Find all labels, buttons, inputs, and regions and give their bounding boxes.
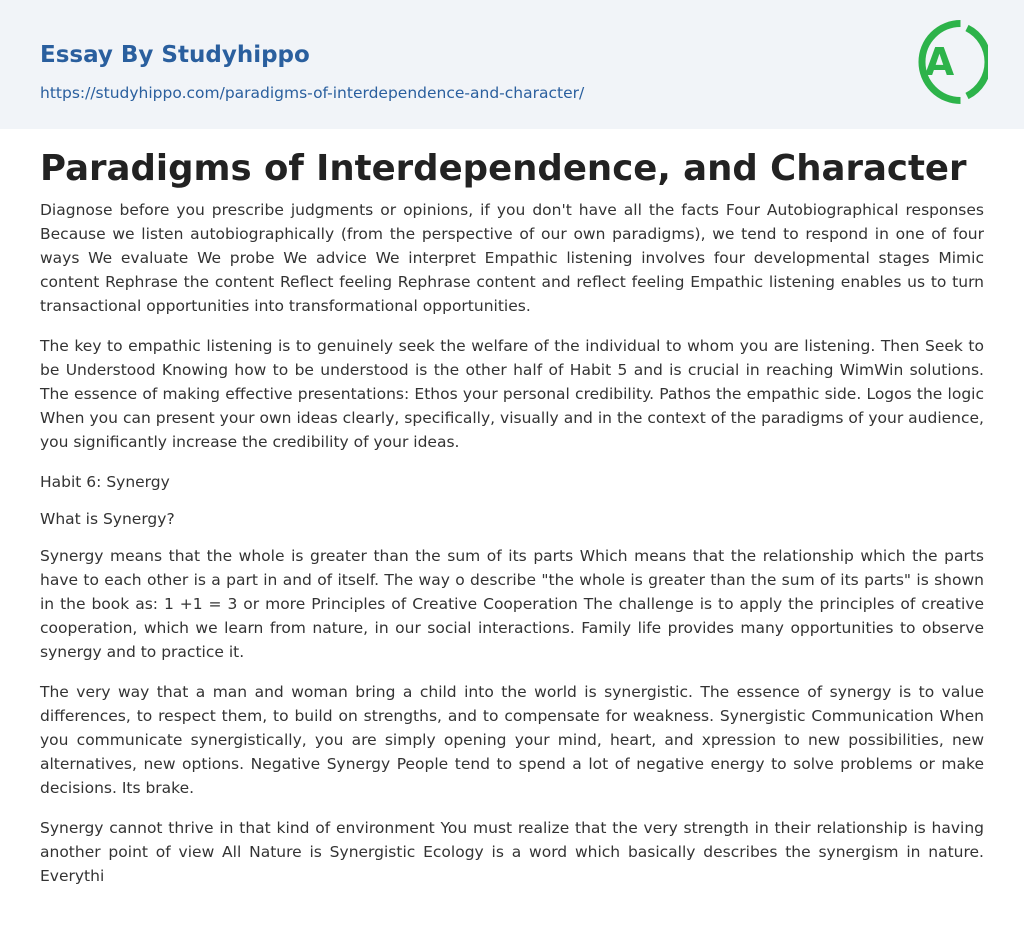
section-subheading: What is Synergy? — [40, 510, 175, 528]
logo-letter: A — [924, 40, 955, 84]
studyhippo-logo-icon[interactable] — [910, 18, 988, 106]
article-paragraph: Synergy cannot thrive in that kind of environment You must realize that the very strength in their relationship is having another point of view All Nature is Synergistic Ecology is a word which basically describes the synergism in nature. Everythi — [40, 819, 984, 885]
article-paragraph: Diagnose before you prescribe judgments or opinions, if you don't have all the facts Four Autobiographical responses Because we listen autobiographically (from the perspective of our own paradigms), we tend to respond in one of four ways We evaluate We probe We advice We interpret Empathic listening involves four developmental stages Mimic content Rephrase the content Reflect feeling Rephrase content and reflect feeling Empathic listening enables us to turn transactional opportunities into transformational opportunities. — [40, 201, 984, 315]
article-paragraph: The key to empathic listening is to genuinely seek the welfare of the individual to whom you are listening. Then Seek to be Understood Knowing how to be understood is the other half of Habit 5 and is crucial in reaching WimWin solutions. The essence of making effective presentations: Ethos your personal credibility. Pathos the empathic side. Logos the logic When you can present your own ideas clearly, specifically, visually and in the context of the paradigms of your audience, you significantly increase the credibility of your ideas. — [40, 337, 984, 451]
article-body — [0, 129, 1024, 888]
article-title: Paradigms of Interdependence, and Character — [40, 148, 967, 189]
site-header — [0, 0, 1024, 129]
article-paragraph: The very way that a man and woman bring a child into the world is synergistic. The essence of synergy is to value differences, to respect them, to build on strengths, and to compensate for weakness. Synergistic Communication When you communicate synergistically, you are simply opening your mind, heart, and xpression to new possibilities, new alternatives, new options. Negative Synergy People tend to spend a lot of negative energy to solve problems or make decisions. Its brake. — [40, 683, 984, 797]
article-paragraph: Synergy means that the whole is greater than the sum of its parts Which means that the relationship which the parts have to each other is a part in and of itself. The way o describe "the whole is greater than the sum of its parts" is shown in the book as: 1 +1 = 3 or more Principles of Creative Cooperation The challenge is to apply the principles of creative cooperation, which we learn from nature, in our social interactions. Family life provides many opportunities to observe synergy and to practice it. — [40, 547, 984, 661]
essay-url-link[interactable]: https://studyhippo.com/paradigms-of-interdependence-and-character/ — [40, 84, 585, 102]
section-heading: Habit 6: Synergy — [40, 473, 170, 491]
site-brand[interactable]: Essay By Studyhippo — [40, 42, 310, 68]
